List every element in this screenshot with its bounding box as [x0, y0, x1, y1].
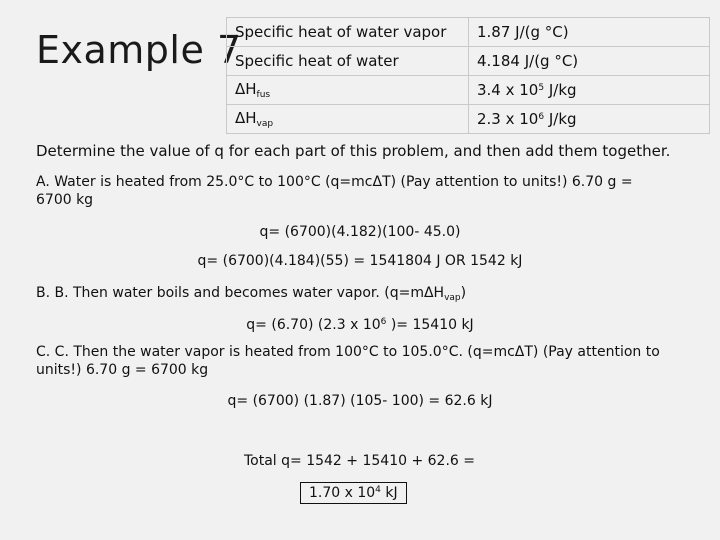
- part-c-text: C. C. Then the water vapor is heated from 100°C to 105.0°C. (q=mcΔT) (Pay attention to units!) 6.70 g = 6700 kg: [36, 344, 660, 378]
- part-b-calc-result: )= 15410 kJ: [386, 317, 474, 333]
- table-cell-value: [469, 76, 710, 105]
- table-cell-value: 1.87 J/(g °C): [469, 18, 710, 47]
- part-a-text: A. Water is heated from 25.0°C to 100°C (q=mcΔT) (Pay attention to units!) 6.70 g = 6700 kg: [36, 174, 633, 208]
- part-b-text-close: ): [460, 285, 467, 301]
- part-a-calc-2: q= (6700)(4.184)(55) = 1541804 J OR 1542 kJ: [197, 253, 523, 269]
- table-row: [227, 18, 710, 47]
- value-base: 3.4 x 10: [477, 81, 539, 99]
- part-b-text: [36, 284, 466, 307]
- final-answer-box: [300, 481, 407, 502]
- subscript-vap: vap: [444, 293, 461, 303]
- total-line: Total q= 1542 + 15410 + 62.6 =: [244, 453, 475, 469]
- part-b-text-main: B. B. Then water boils and becomes water vapor. (q=mΔH: [36, 285, 445, 301]
- value-exponent: 6: [538, 112, 545, 122]
- table-cell-label: [227, 76, 469, 105]
- final-answer: [300, 482, 407, 504]
- delta-h-label: ΔH: [235, 109, 257, 127]
- table-row: [227, 105, 710, 134]
- part-c-calc: q= (6700) (1.87) (105- 100) = 62.6 kJ: [227, 393, 493, 409]
- subscript-vap: vap: [256, 119, 274, 129]
- part-b-calc: [0, 313, 720, 334]
- constants-table: [226, 17, 710, 134]
- answer-exponent: 4: [375, 485, 381, 495]
- delta-h-label: ΔH: [235, 80, 257, 98]
- table-cell-label: Specific heat of water: [227, 47, 469, 76]
- subscript-fus: fus: [256, 90, 271, 100]
- table-row: [227, 76, 710, 105]
- answer-base: 1.70 x 10: [309, 485, 376, 501]
- value-exponent: 5: [538, 83, 545, 93]
- value-unit: J/kg: [544, 110, 577, 128]
- value-base: 2.3 x 10: [477, 110, 539, 128]
- instruction-text: Determine the value of q for each part of this problem, and then add them together.: [36, 142, 671, 160]
- part-b-calc-exponent: 6: [380, 317, 387, 327]
- part-b-calc-base: q= (6.70) (2.3 x 10: [246, 317, 381, 333]
- table-row: [227, 47, 710, 76]
- slide-title: Example 7: [36, 28, 242, 72]
- table-cell-value: 4.184 J/(g °C): [469, 47, 710, 76]
- table-cell-value: [469, 105, 710, 134]
- answer-unit: kJ: [380, 485, 398, 501]
- part-a-calc-1: q= (6700)(4.182)(100- 45.0): [259, 224, 461, 240]
- table-cell-label: Specific heat of water vapor: [227, 18, 469, 47]
- value-unit: J/kg: [544, 81, 577, 99]
- table-cell-label: [227, 105, 469, 134]
